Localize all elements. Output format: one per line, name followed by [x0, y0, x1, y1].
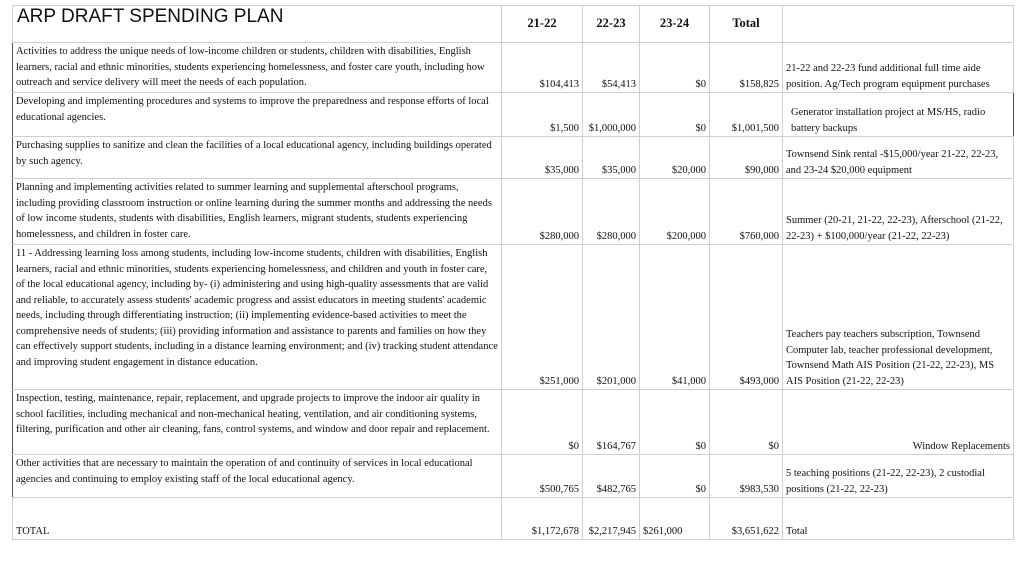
column-header-23-24: 23-24 — [640, 6, 710, 43]
amount-23-24: $20,000 — [640, 137, 710, 179]
total-row — [13, 498, 1014, 540]
column-header-total: Total — [710, 6, 783, 43]
amount-23-24: $0 — [640, 93, 710, 137]
column-header-22-23: 22-23 — [583, 6, 640, 43]
amount-22-23: $54,413 — [583, 43, 640, 93]
total-23-24: $261,000 — [640, 498, 710, 540]
total-total: $3,651,622 — [710, 498, 783, 540]
amount-23-24: $0 — [640, 455, 710, 498]
amount-22-23: $35,000 — [583, 137, 640, 179]
amount-22-23: $201,000 — [583, 245, 640, 390]
spending-plan-table — [12, 5, 1014, 540]
table-row — [13, 455, 1014, 498]
notes-cell: Summer (20-21, 21-22, 22-23), Afterschool (21-22, 22-23) + $100,000/year (21-22, 22-23) — [783, 179, 1014, 245]
amount-21-22: $251,000 — [502, 245, 583, 390]
total-21-22: $1,172,678 — [502, 498, 583, 540]
amount-total: $90,000 — [710, 137, 783, 179]
amount-total: $158,825 — [710, 43, 783, 93]
notes-cell: 21-22 and 22-23 fund additional full time aide position. Ag/Tech program equipment purchases — [783, 43, 1014, 93]
column-header-21-22: 21-22 — [502, 6, 583, 43]
table-row — [13, 390, 1014, 455]
amount-22-23: $164,767 — [583, 390, 640, 455]
table-row — [13, 43, 1014, 93]
notes-cell: Window Replacements — [783, 390, 1014, 455]
amount-total: $983,530 — [710, 455, 783, 498]
amount-23-24: $200,000 — [640, 179, 710, 245]
activity-cell: Other activities that are necessary to maintain the operation of and continuity of services in local educational agencies and continuing to employ existing staff of the local educational agency. — [13, 455, 502, 498]
amount-total: $0 — [710, 390, 783, 455]
total-label: TOTAL — [13, 498, 502, 540]
amount-22-23: $1,000,000 — [583, 93, 640, 137]
amount-21-22: $1,500 — [502, 93, 583, 137]
notes-cell: Teachers pay teachers subscription, Townsend Computer lab, teacher professional development, Townsend Math AIS Position (21-22, 22-23), MS AIS Position (21-22, 22-23) — [783, 245, 1014, 390]
amount-21-22: $500,765 — [502, 455, 583, 498]
amount-21-22: $280,000 — [502, 179, 583, 245]
amount-23-24: $0 — [640, 43, 710, 93]
total-notes: Total — [783, 498, 1014, 540]
table-row — [13, 93, 1014, 137]
header-row — [13, 6, 1014, 43]
amount-23-24: $0 — [640, 390, 710, 455]
activity-cell: Developing and implementing procedures and systems to improve the preparedness and response efforts of local educational agencies. — [13, 93, 502, 137]
page-title: ARP DRAFT SPENDING PLAN — [13, 6, 502, 43]
column-header-notes — [783, 6, 1014, 43]
amount-23-24: $41,000 — [640, 245, 710, 390]
activity-cell: 11 - Addressing learning loss among students, including low-income students, children with disabilities, English learners, racial and ethnic minorities, students experiencing homelessness, and children and youth in foster care, of the local educational agency, including by- (i) administering and using high-quality assessments that are valid and reliable, to accurately assess students' academic progress and assist educators in meeting students' academic needs, including through differentiating instruction; (ii) implementing evidence-based activities to meet the comprehensive needs of students; (iii) providing information and assistance to parents and families on how they can effectively support students, including in a distance learning environment; and (iv) tracking student attendance and improving student engagement in distance education. — [13, 245, 502, 390]
table-row — [13, 137, 1014, 179]
activity-cell: Purchasing supplies to sanitize and clean the facilities of a local educational agency, including buildings operated by such agency. — [13, 137, 502, 179]
activity-cell: Activities to address the unique needs of low-income children or students, children with disabilities, English learners, racial and ethnic minorities, students experiencing homelessness, and foster care youth, including how outreach and service delivery will meet the needs of each population. — [13, 43, 502, 93]
amount-total: $760,000 — [710, 179, 783, 245]
total-22-23: $2,217,945 — [583, 498, 640, 540]
amount-total: $493,000 — [710, 245, 783, 390]
amount-22-23: $280,000 — [583, 179, 640, 245]
table-row — [13, 245, 1014, 390]
activity-cell: Planning and implementing activities related to summer learning and supplemental afterschool programs, including providing classroom instruction or online learning during the summer months and addressing the needs of low income students, students with disabilities, English learners, migrant students, students experiencing homelessness, and children in foster care. — [13, 179, 502, 245]
amount-22-23: $482,765 — [583, 455, 640, 498]
notes-cell: Townsend Sink rental -$15,000/year 21-22, 22-23, and 23-24 $20,000 equipment — [783, 137, 1014, 179]
amount-21-22: $35,000 — [502, 137, 583, 179]
amount-total: $1,001,500 — [710, 93, 783, 137]
notes-cell: Generator installation project at MS/HS, radio battery backups — [783, 93, 1014, 137]
amount-21-22: $104,413 — [502, 43, 583, 93]
amount-21-22: $0 — [502, 390, 583, 455]
notes-cell: 5 teaching positions (21-22, 22-23), 2 custodial positions (21-22, 22-23) — [783, 455, 1014, 498]
table-row — [13, 179, 1014, 245]
activity-cell: Inspection, testing, maintenance, repair, replacement, and upgrade projects to improve the indoor air quality in school facilities, including mechanical and non-mechanical heating, ventilation, and air conditioning systems, filtering, purification and other air cleaning, fans, control systems, and window and door repair and replacement. — [13, 390, 502, 455]
